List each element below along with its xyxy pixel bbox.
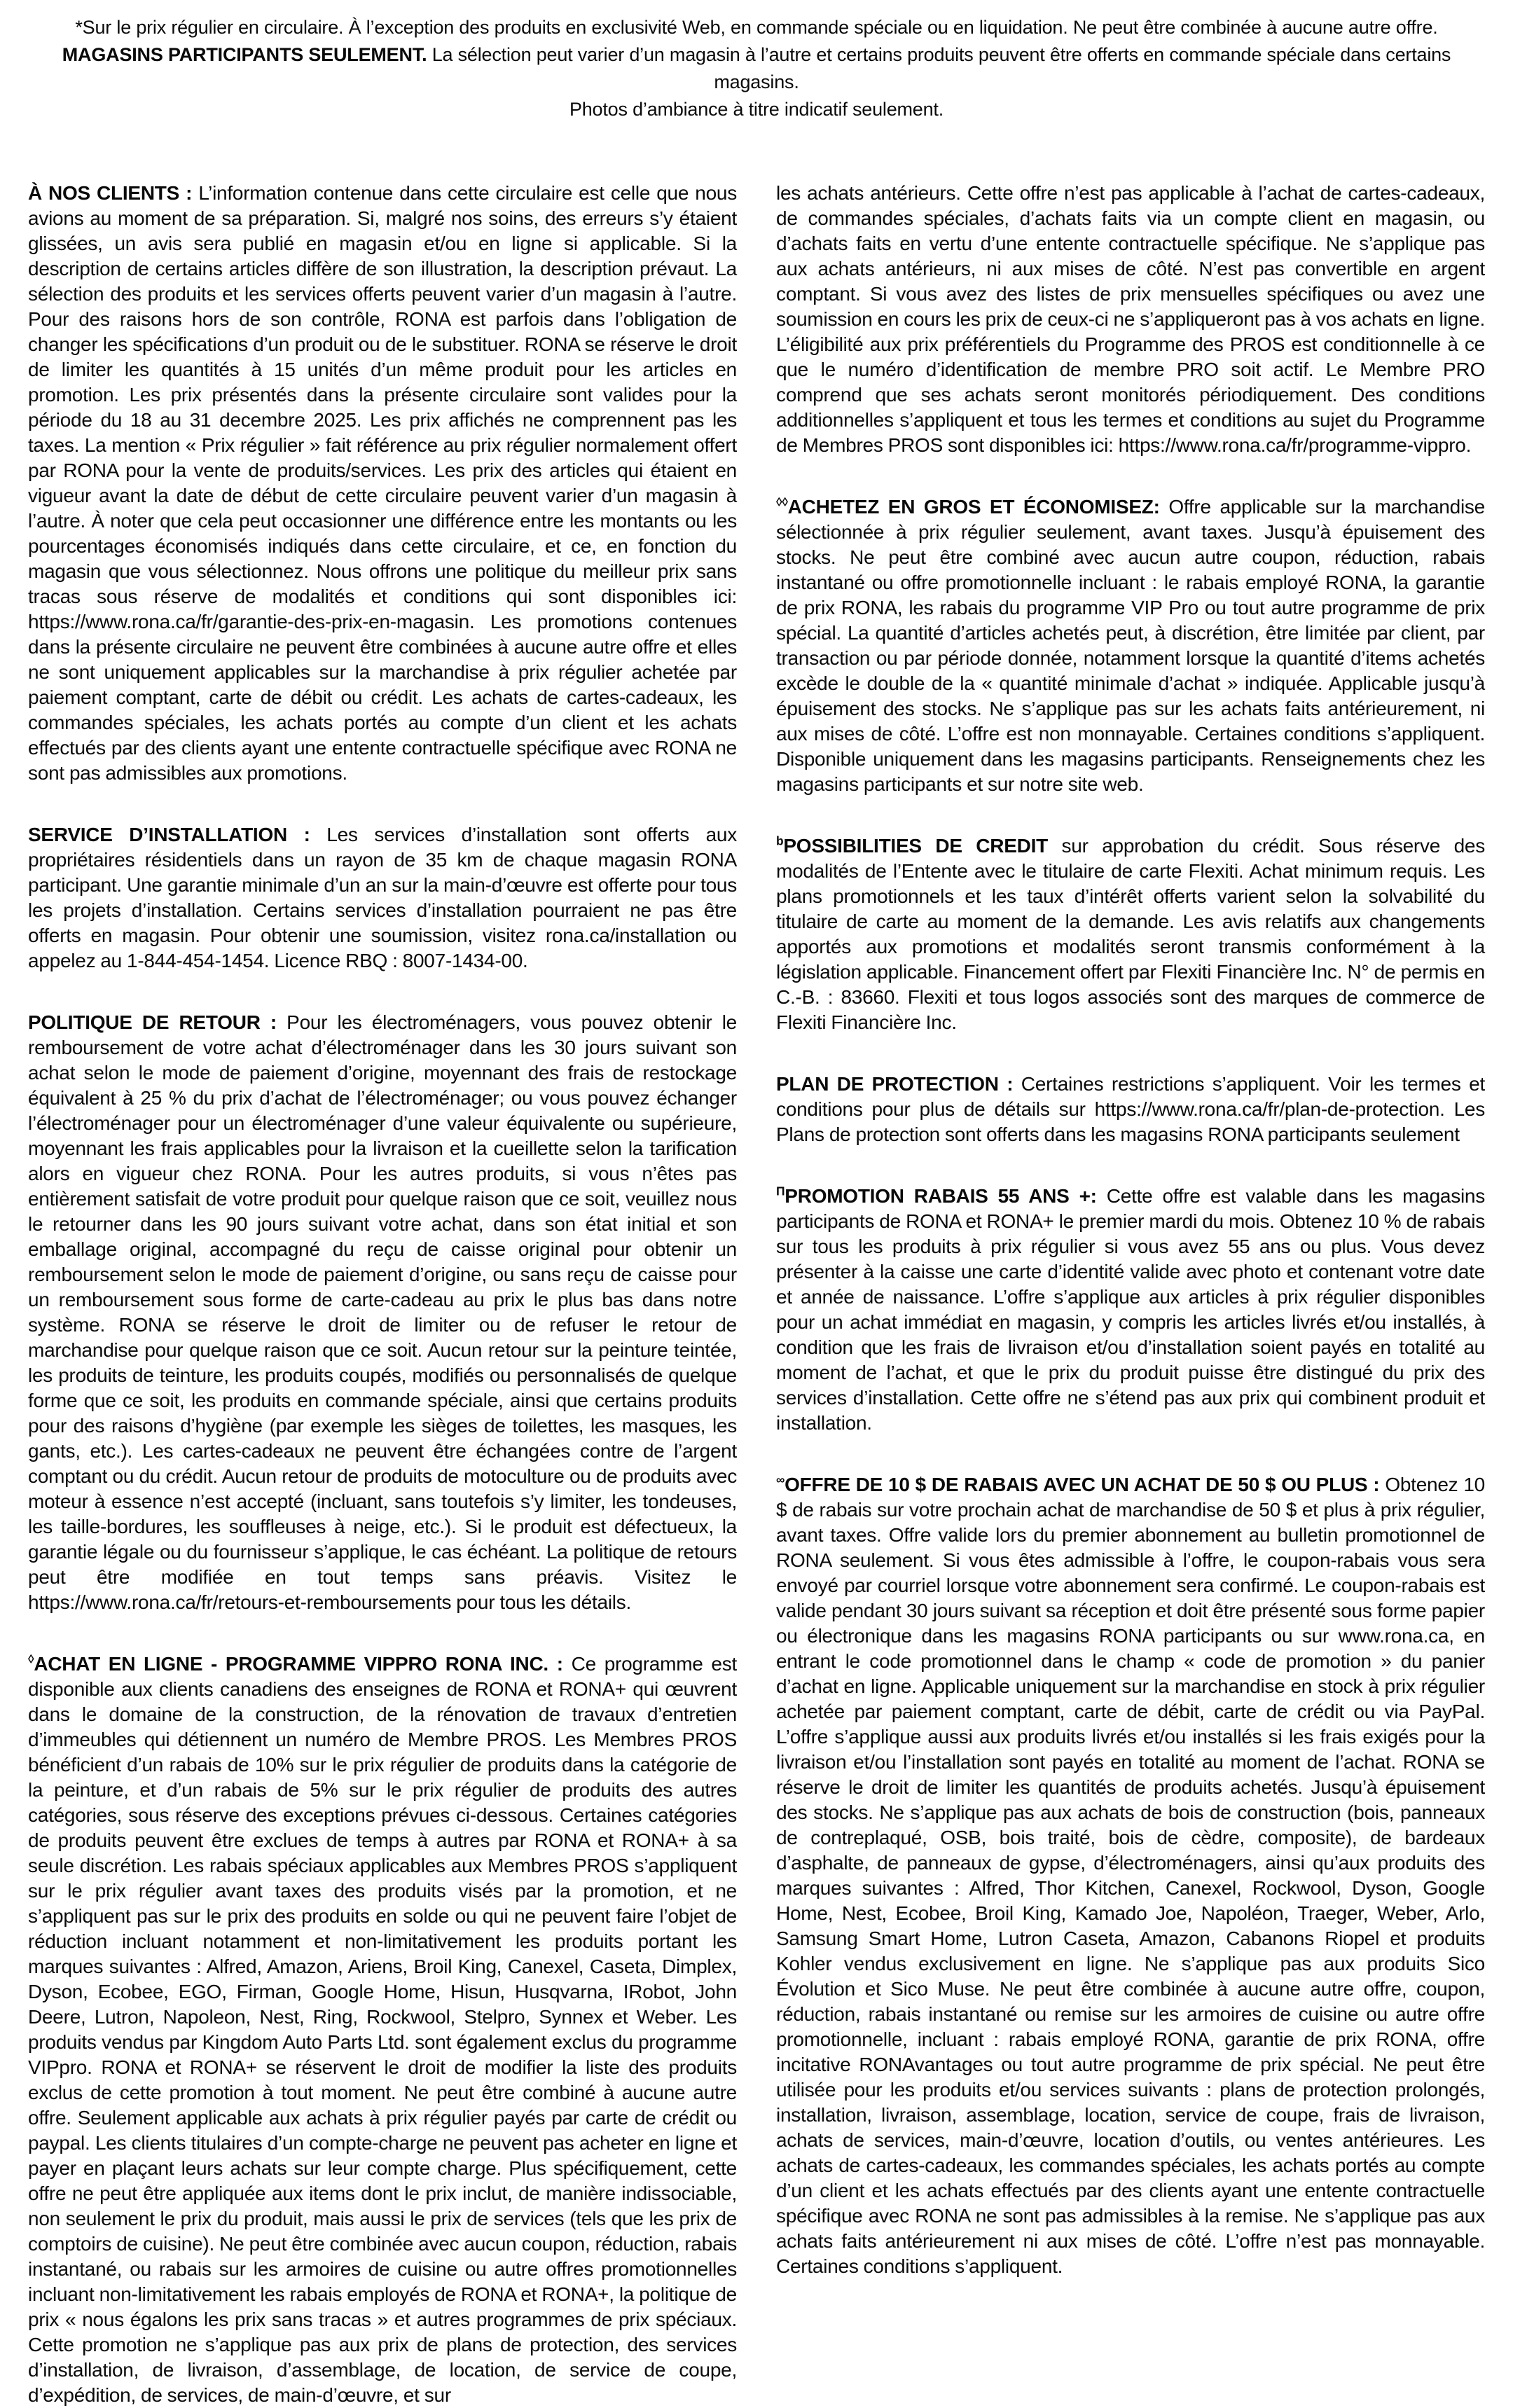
header-line-regular-price-note: *Sur le prix régulier en circulaire. À l’exception des produits en exclusivité Web, en commande spéciale ou en liquidation. Ne peut être combinée à aucune autre offre. [75,17,1438,38]
para-promotion-rabais-55-ans [776,1184,1485,1436]
paragraph-body: les achats antérieurs. Cette offre n’est pas applicable à l’achat de cartes-cadeaux, de commandes spéciales, d’achats faits via un compte client en magasin, ou d’achats faits en vertu d’une entente contractuelle spécifique. Ne s’applique pas aux achats antérieurs, ni aux mises de côté. N’est pas convertible en argent comptant. Si vous avez des listes de prix mensuelles spécifiques ou avez une soumission en cours les prix de ceux-ci ne s’appliqueront pas à vos achats en ligne. L’éligibilité aux prix préférentiels du Programme des PROS est conditionnelle à ce que le numéro d’identification de membre PRO soit actif. Le Membre PRO comprend que ses achats seront monitorés périodiquement. Des conditions additionnelles s’appliquent et tous les termes et conditions au sujet du Programme de Membres PROS sont disponibles ici: https://www.rona.ca/fr/programme-vippro. [776,182,1485,456]
footnote-marker-double-diamond: ◊◊ [776,494,788,509]
para-politique-de-retour [28,1010,737,1615]
paragraph-heading: PROMOTION RABAIS 55 ANS +: [785,1185,1107,1207]
paragraph-body: L’information contenue dans cette circulaire est celle que nous avions au moment de sa préparation. Si, malgré nos soins, des erreurs s’y étaient glissées, un avis sera publié en magasin et/ou en ligne si applicable. Si la description de certains articles diffère de son illustration, la description prévaut. La sélection des produits et les services offerts peuvent varier d’un magasin à l’autre. Pour des raisons hors de son contrôle, RONA est parfois dans l’obligation de changer les spécifications d’un produit ou de le substituer. RONA se réserve le droit de limiter les quantités à 15 unités d’un même produit pour les articles en promotion. Les prix présentés dans la présente circulaire sont valides pour la période du 18 au 31 decembre 2025. Les prix affichés ne comprennent pas les taxes. La mention « Prix régulier » fait référence au prix régulier normalement offert par RONA pour la vente de produits/services. Les prix des articles qui étaient en vigueur avant la date de début de cette circulaire peuvent varier d’un magasin à l’autre. À noter que cela peut occasionner une différence entre les montants ou les pourcentages économisés indiqués dans cette circulaire, et ce, en fonction du magasin que vous sélectionnez. Nous offrons une politique du meilleur prix sans tracas sous réserve de modalités et conditions qui sont disponibles ici: https://www.rona.ca/fr/garantie-des-prix-en-magasin. Les promotions contenues dans la présente circulaire ne peuvent être combinées à aucune autre offre et elles ne sont uniquement applicables sur la marchandise à prix régulier achetée par paiement comptant, carte de débit ou crédit. Les achats de cartes-cadeaux, les commandes spéciales, les achats portés au compte d’un client et les achats effectués par des clients ayant une entente contractuelle spécifique avec RONA ne sont pas admissibles aux promotions. [28,182,737,784]
paragraph-heading: À NOS CLIENTS : [28,182,199,204]
para-possibilities-de-credit [776,833,1485,1035]
para-achetez-en-gros [776,494,1485,797]
footnote-marker-b: b [776,833,784,848]
paragraph-heading: SERVICE D’INSTALLATION : [28,824,327,845]
header-line-participating-stores [35,41,1478,96]
paragraph-body: Pour les électroménagers, vous pouvez obtenir le remboursement de votre achat d’électroménager dans les 30 jours suivant son achat selon le mode de paiement d’origine, moyennant des frais de restockage équivalent à 25 % du prix d’achat de l’électroménager; ou vous pouvez échanger l’électroménager pour un électroménager d’une valeur équivalente ou supérieure, moyennant les frais applicables pour la livraison et la cueillette selon la tarification alors en vigueur chez RONA. Pour les autres produits, si vous n’êtes pas entièrement satisfait de votre produit pour quelque raison que ce soit, veuillez nous le retourner dans les 90 jours suivant votre achat, dans son état initial et son emballage original, accompagné du reçu de caisse original pour obtenir un remboursement selon le mode de paiement d’origine, ou sans reçu de caisse pour un remboursement sous forme de carte-cadeau au prix le plus bas dans notre système. RONA se réserve le droit de limiter ou de refuser le retour de marchandise pour quelque raison que ce soit. Aucun retour sur la peinture teintée, les produits de teinture, les produits coupés, modifiés ou personnalisés de quelque forme que ce soit, les produits en commande spéciale, ainsi que certains produits pour des raisons d’hygiène (par exemple les sièges de toilettes, les masques, les gants, etc.). Les cartes-cadeaux ne peuvent être échangées contre de l’argent comptant ou du crédit. Aucun retour de produits de motoculture ou de produits avec moteur à essence n’est accepté (incluant, sans toutefois s’y limiter, les tondeuses, les taille-bordures, les souffleuses à neige, etc.). Si le produit est défectueux, la garantie légale ou du fournisseur s’applique, le cas échéant. La politique de retours peut être modifiée en tout temps sans préavis. Visitez le https://www.rona.ca/fr/retours-et-remboursements pour tous les détails. [28,1011,737,1613]
footnote-marker-diamond: ◊ [28,1652,34,1666]
para-achat-en-ligne-vippro [28,1652,737,2408]
paragraph-heading: ACHETEZ EN GROS ET ÉCONOMISEZ: [787,496,1169,518]
legal-header [35,14,1478,123]
paragraph-body: Certaines restrictions s’appliquent. Voir les termes et conditions pour plus de détails sur https://www.rona.ca/fr/plan-de-protection. Les Plans de protection sont offerts dans les magasins RONA participants seulement [776,1073,1485,1145]
participating-stores-notice: MAGASINS PARTICIPANTS SEULEMENT. [62,44,427,65]
paragraph-heading: OFFRE DE 10 $ DE RABAIS AVEC UN ACHAT DE 50 $ OU PLUS : [785,1474,1386,1495]
right-column [776,181,1485,2408]
paragraph-heading: POLITIQUE DE RETOUR : [28,1011,287,1033]
selection-varies-note: La sélection peut varier d’un magasin à l’autre et certains produits peuvent être offerts en commande spéciale dans certains magasins. [427,44,1451,92]
para-a-nos-clients [28,181,737,786]
header-line-photos-note: Photos d’ambiance à titre indicatif seulement. [569,99,944,120]
footnote-marker-pi: Π [776,1184,785,1198]
paragraph-heading: POSSIBILITIES DE CREDIT [783,835,1062,857]
footnote-marker-infinity: ∞ [776,1472,785,1487]
paragraph-heading: ACHAT EN LIGNE - PROGRAMME VIPPRO RONA INC. : [34,1653,572,1675]
para-plan-de-protection [776,1072,1485,1147]
para-offre-10-rabais-achat-50 [776,1472,1485,2279]
two-column-body [28,181,1485,2408]
paragraph-body: Obtenez 10 $ de rabais sur votre prochain achat de marchandise de 50 $ et plus à prix régulier, avant taxes. Offre valide lors du premier abonnement au bulletin promotionnel de RONA seulement. Si vous êtes admissible à l’offre, le coupon-rabais vous sera envoyé par courriel lorsque votre abonnement sera confirmé. Le coupon-rabais est valide pendant 30 jours suivant sa réception et doit être présenté sous forme papier ou électronique dans les magasins RONA participants ou sur www.rona.ca, en entrant le code promotionnel dans le champ « code de promotion » du panier d’achat en ligne. Applicable uniquement sur la marchandise en stock à prix régulier achetée par paiement comptant, carte de débit, carte de crédit ou via PayPal. L’offre s’applique aussi aux produits livrés et/ou installés si les frais exigés pour la livraison et/ou l’installation sont payés en totalité au moment de l’achat. RONA se réserve le droit de limiter les quantités de produits achetés. Jusqu’à épuisement des stocks. Ne s’applique pas aux achats de bois de construction (bois, panneaux de contreplaqué, OSB, bois traité, bois de cèdre, composite), de bardeaux d’asphalte, de panneaux de gypse, d’électroménagers, ainsi qu’aux produits des marques suivantes : Alfred, Thor Kitchen, Canexel, Rockwool, Dyson, Google Home, Nest, Ecobee, Broil King, Kamado Joe, Napoléon, Traeger, Weber, Arlo, Samsung Smart Home, Lutron Caseta, Amazon, Cabanons Riopel et produits Kohler vendus exclusivement en ligne. Ne s’applique pas aux produits Sico Évolution et Sico Muse. Ne peut être combinée à aucune autre offre, coupon, réduction, rabais instantané ou remise sur les armoires de cuisine ou autre offre promotionnelle, incluant : rabais employé RONA, garantie de prix RONA, offre incitative RONAvantages ou tout autre programme de prix spécial. Ne peut être utilisée pour les produits et/ou services suivants : plans de protection prolongés, installation, livraison, assemblage, location, service de coupe, frais de livraison, achats de services, main-d’œuvre, location d’outils, ou ventes antérieures. Les achats de cartes-cadeaux, les commandes spéciales, les achats portés au compte d’un client et les achats effectués par des clients ayant une entente contractuelle spécifique avec RONA ne sont pas admissibles à la remise. Ne s’applique pas aux achats faits antérieurement ni aux mises de côté. L’offre n’est pas monnayable. Certaines conditions s’appliquent. [776,1474,1485,2277]
left-column [28,181,737,2408]
para-vippro-continuation [776,181,1485,458]
paragraph-body: Cette offre est valable dans les magasins participants de RONA et RONA+ le premier mardi du mois. Obtenez 10 % de rabais sur tous les produits à prix régulier si vous avez 55 ans ou plus. Vous devez présenter à la caisse une carte d’identité valide avec photo et contenant votre date et année de naissance. L’offre s’applique aux articles à prix régulier disponibles pour un achat immédiat en magasin, y compris les articles livrés et/ou installés, à condition que les frais de livraison et/ou d’installation soient payés en totalité au moment de l’achat, et que le prix du produit puisse être distingué du prix des services d’installation. Cette offre ne s’étend pas aux prix qui combinent produit et installation. [776,1185,1486,1434]
para-service-installation [28,822,737,974]
paragraph-body: Offre applicable sur la marchandise sélectionnée à prix régulier seulement, avant taxes. Jusqu’à épuisement des stocks. Ne peut être combiné avec aucun autre coupon, réduction, rabais instantané ou offre promotionnelle incluant : le rabais employé RONA, la garantie de prix RONA, les rabais du programme VIP Pro ou tout autre programme de prix spécial. La quantité d’articles achetés peut, à discrétion, être limitée par client, par transaction ou par période donnée, notamment lorsque la quantité d’items achetés excède le double de la « quantité minimale d’achat » indiquée. Applicable jusqu’à épuisement des stocks. Ne s’applique pas sur les achats faits antérieurement, ni aux mises de côté. L’offre est non monnayable. Certaines conditions s’appliquent. Disponible uniquement dans les magasins participants. Renseignements chez les magasins participants et sur notre site web. [776,496,1485,795]
paragraph-body: sur approbation du crédit. Sous réserve des modalités de l’Entente avec le titulaire de carte Flexiti. Achat minimum requis. Les plans promotionnels et les taux d’intérêt offerts varient selon la solvabilité du titulaire de carte au moment de la demande. Les avis relatifs aux changements apportés aux promotions et modalités seront transmis conformément à la législation applicable. Financement offert par Flexiti Financière Inc. N° de permis en C.-B. : 83660. Flexiti et tous logos associés sont des marques de commerce de Flexiti Financière Inc. [776,835,1485,1033]
paragraph-body: Ce programme est disponible aux clients canadiens des enseignes de RONA et RONA+ qui œuvrent dans le domaine de la construction, de la rénovation de travaux d’entretien d’immeubles qui détiennent un numéro de Membre PROS. Les Membres PROS bénéficient d’un rabais de 10% sur le prix régulier de produits dans la catégorie de la peinture, et d’un rabais de 5% sur le prix régulier de produits des autres catégories, sous réserve des exceptions prévues ci-dessous. Certaines catégories de produits peuvent être exclues de temps à autres par RONA et RONA+ à sa seule discrétion. Les rabais spéciaux applicables aux Membres PROS s’appliquent sur le prix régulier avant taxes des produits visés par la promotion, et ne s’appliquent pas sur le prix des produits en solde ou qui ne peuvent faire l’objet de réduction incluant notamment et non-limitativement les produits portant les marques suivantes : Alfred, Amazon, Ariens, Broil King, Canexel, Caseta, Dimplex, Dyson, Ecobee, EGO, Firman, Google Home, Hisun, Husqvarna, IRobot, John Deere, Lutron, Napoleon, Nest, Ring, Rockwool, Stelpro, Synnex et Weber. Les produits vendus par Kingdom Auto Parts Ltd. sont également exclus du programme VIPpro. RONA et RONA+ se réservent le droit de modifier la liste des produits exclus de cette promotion à tout moment. Ne peut être combiné à aucune autre offre. Seulement applicable aux achats à prix régulier payés par carte de crédit ou paypal. Les clients titulaires d’un compte-charge ne peuvent pas acheter en ligne et payer en plaçant leurs achats sur leur compte charge. Plus spécifiquement, cette offre ne peut être appliquée aux items dont le prix inclut, de manière indissociable, non seulement le prix du produit, mais aussi le prix de services (tels que les prix de comptoirs de cuisine). Ne peut être combinée avec aucun coupon, réduction, rabais instantané, ou rabais sur les armoires de cuisine ou autre offres promotionnelles incluant non-limitativement les rabais employés de RONA et RONA+, la politique de prix « nous égalons les prix sans tracas » et autres programmes de prix spéciaux. Cette promotion ne s’applique pas aux prix de plans de protection, des services d’installation, de livraison, d’assemblage, de location, de service de coupe, d’expédition, de services, de main-d’œuvre, et sur [28,1653,737,2406]
paragraph-heading: PLAN DE PROTECTION : [776,1073,1021,1095]
paragraph-body: Les services d’installation sont offerts aux propriétaires résidentiels dans un rayon de 35 km de chaque magasin RONA participant. Une garantie minimale d’un an sur la main-d’œuvre est offerte pour tous les projets d’installation. Certains services d’installation pourraient ne pas être offerts en magasin. Pour obtenir une soumission, visitez rona.ca/installation ou appelez au 1-844-454-1454. Licence RBQ : 8007-1434-00. [28,824,737,971]
